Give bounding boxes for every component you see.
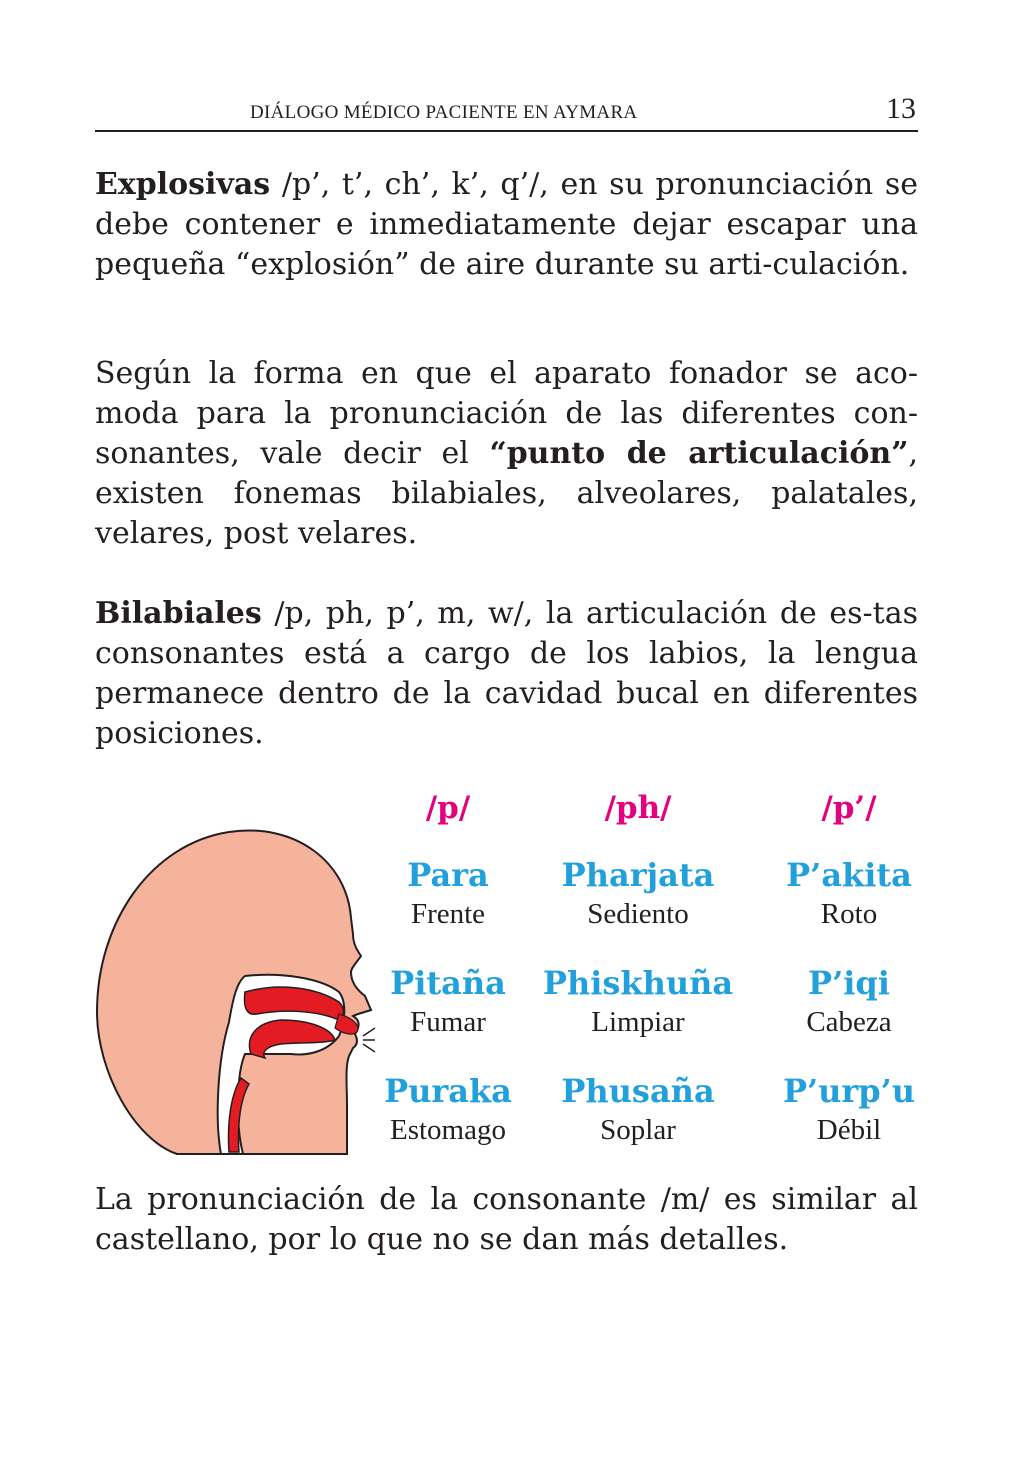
spanish-gloss: Limpiar <box>591 1006 685 1038</box>
phoneme-header-p-ejective: /p’/ <box>821 790 877 826</box>
running-header <box>95 92 918 132</box>
spanish-gloss: Estomago <box>390 1114 506 1146</box>
spanish-gloss: Sediento <box>587 898 689 930</box>
articulacion-text-2: , existen fonemas bilabiales, alveolares, palatales, velares, post velares. <box>95 436 918 551</box>
paragraph-closing <box>95 1180 918 1260</box>
paragraph-articulacion <box>95 354 918 554</box>
spanish-gloss: Frente <box>410 898 486 930</box>
term-punto-articulacion: “punto de articulación” <box>489 436 909 471</box>
paragraph-bilabiales <box>95 594 918 754</box>
aymara-word: Phiskhuña <box>542 964 734 1002</box>
spanish-gloss: Roto <box>820 898 878 930</box>
aymara-word: P’iqi <box>808 964 890 1002</box>
aymara-word: Para <box>407 856 489 894</box>
aymara-word: Pharjata <box>561 856 715 894</box>
aymara-word: Puraka <box>384 1072 512 1110</box>
aymara-word: Phusaña <box>561 1072 715 1110</box>
head-profile-bilabial-icon <box>95 822 375 1162</box>
paragraph-explosivas <box>95 165 918 285</box>
phoneme-header-p: /p/ <box>425 790 471 826</box>
aymara-word: P’urp’u <box>782 1072 916 1110</box>
spanish-gloss: Débil <box>816 1114 882 1146</box>
air-burst-lines <box>363 1028 375 1052</box>
phoneme-header-ph: /ph/ <box>604 790 672 826</box>
closing-text: La pronunciación de la consonante /m/ es similar al castellano, por lo que no se dan más detalles. <box>95 1182 918 1257</box>
spanish-gloss: Cabeza <box>806 1006 892 1038</box>
bilabiales-text: /p, ph, p’, m, w/, la articulación de es-tas consonantes está a cargo de los labios, la lengua permanece dentro de la cavidad bucal en diferentes posiciones. <box>95 596 918 751</box>
running-title: DIÁLOGO MÉDICO PACIENTE EN AYMARA <box>250 102 638 123</box>
explosivas-text: /p’, t’, ch’, k’, q’/, en su pronunciación se debe contener e inmediatamente dejar escapar una pequeña “explosión” de aire durante su arti-culación. <box>95 167 918 282</box>
spanish-gloss: Soplar <box>600 1114 676 1146</box>
spanish-gloss: Fumar <box>410 1006 486 1038</box>
term-bilabiales: Bilabiales <box>95 596 262 631</box>
term-explosivas: Explosivas <box>95 167 271 202</box>
page-number: 13 <box>886 92 916 125</box>
aymara-word: P’akita <box>786 856 912 894</box>
aymara-word: Pitaña <box>390 964 506 1002</box>
articulacion-text-1: Según la forma en que el aparato fonador se aco-moda para la pronunciación de las diferentes con-sonantes, vale decir el <box>95 356 918 471</box>
